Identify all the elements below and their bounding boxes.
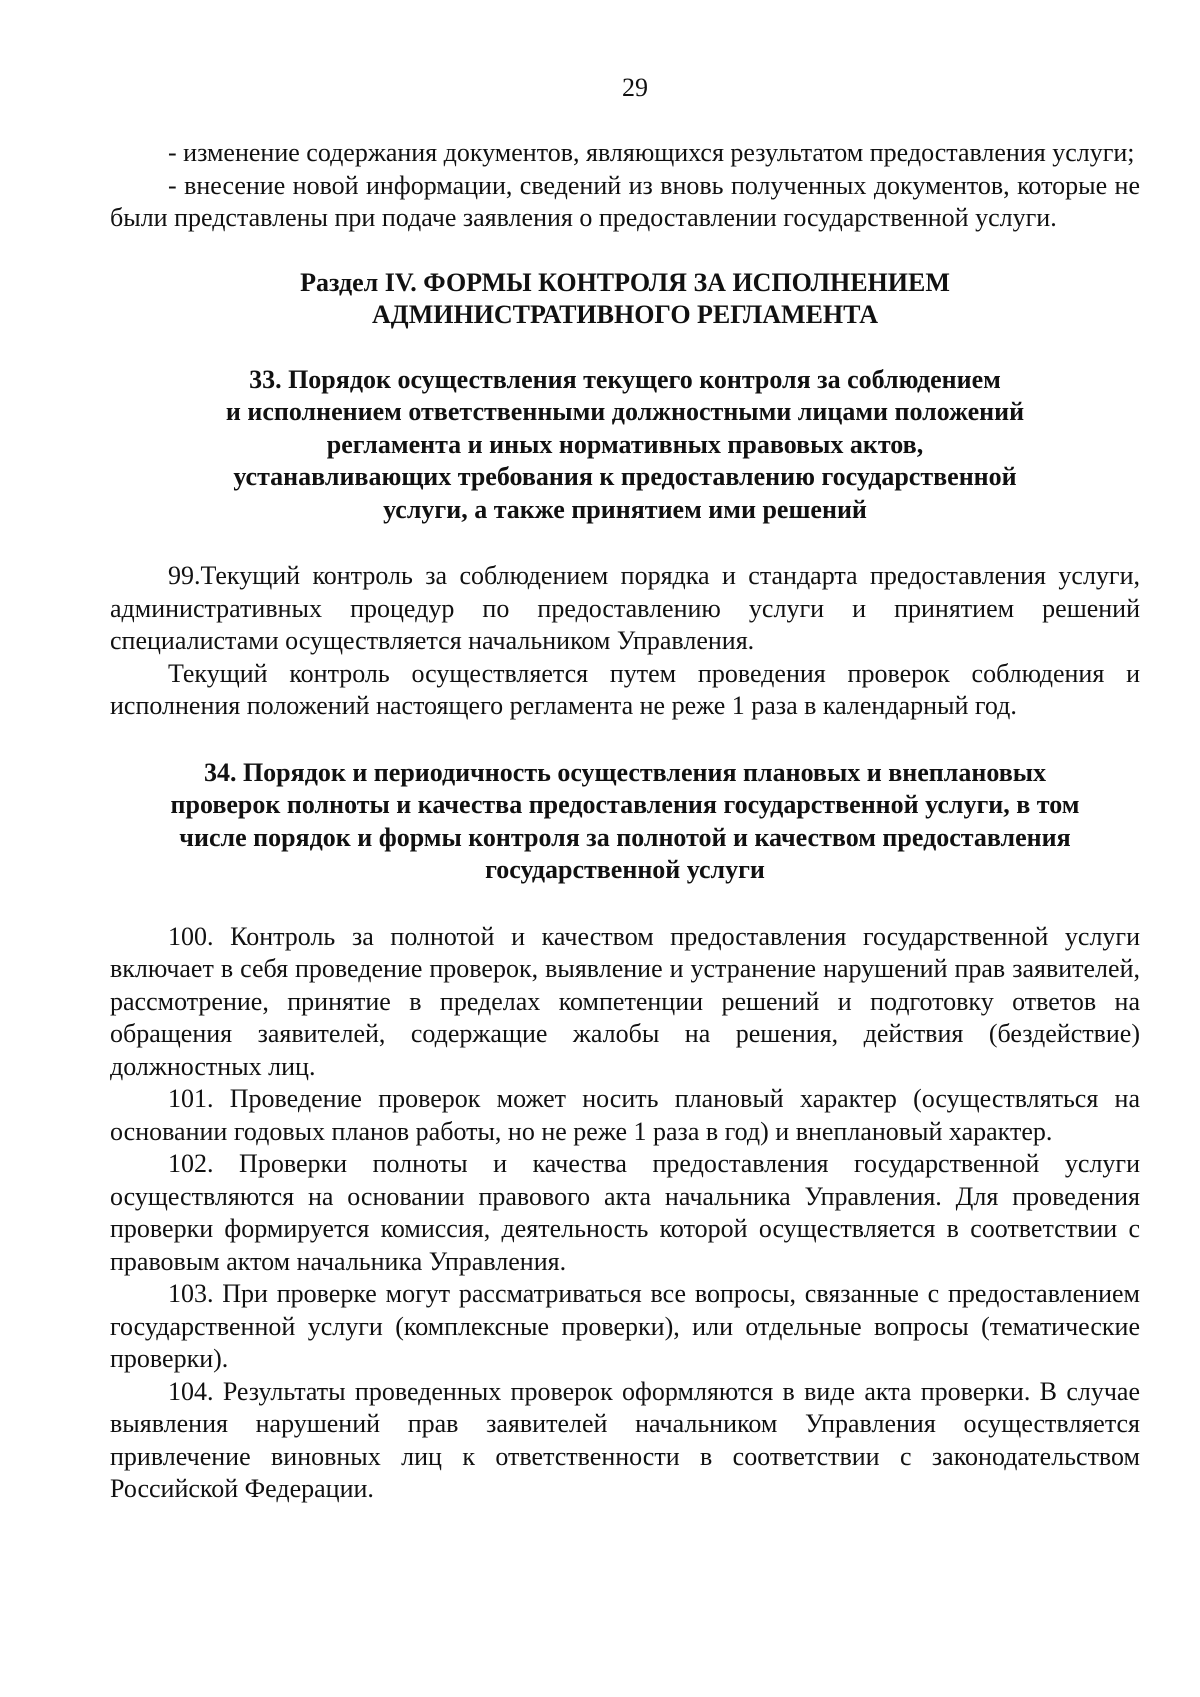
heading-33-line: регламента и иных нормативных правовых актов, [326,429,924,459]
heading-33-line: 33. Порядок осуществления текущего контроля за соблюдением [249,364,1001,394]
section-title [110,267,1140,332]
heading-33-line: услуги, а также принятием ими решений [383,494,867,524]
section-34-body [110,921,1140,1506]
paragraph-current-control: Текущий контроль осуществляется путем проведения проверок соблюдения и исполнения положений настоящего регламента не реже 1 раза в календарный год. [110,658,1140,721]
heading-33-line: и исполнением ответственными должностными лицами положений [225,397,1025,427]
section-title-line: Раздел IV. ФОРМЫ КОНТРОЛЯ ЗА ИСПОЛНЕНИЕМ [300,267,950,297]
paragraph-103: 103. При проверке могут рассматриваться все вопросы, связанные с предоставлением государственной услуги (комплексные проверки), или отдельные вопросы (тематические проверки). [110,1279,1140,1374]
heading-34 [110,757,1140,887]
heading-33 [110,364,1140,527]
paragraph-104: 104. Результаты проведенных проверок оформляются в виде акта проверки. В случае выявления нарушений прав заявителей начальником Управления осуществляется привлечение виновных лиц к ответственности в соответствии с законодательством Российской Федерации. [110,1376,1140,1504]
heading-33-line: устанавливающих требования к предоставлению государственной [233,462,1017,492]
heading-34-line: проверок полноты и качества предоставления государственной услуги, в том [170,790,1080,820]
document-page [110,72,1140,1506]
intro-list [110,137,1140,235]
paragraph-102: 102. Проверки полноты и качества предоставления государственной услуги осуществляются на основании правового акта начальника Управления. Для проведения проверки формируется комиссия, деятельность которой осуществляется в соответствии с правовым актом начальника Управления. [110,1149,1140,1276]
heading-34-line: государственной услуги [485,855,765,885]
heading-34-line: 34. Порядок и периодичность осуществления плановых и внеплановых [203,757,1047,787]
heading-34-line: числе порядок и формы контроля за полнотой и качеством предоставления [179,822,1071,852]
section-title-line: АДМИНИСТРАТИВНОГО РЕГЛАМЕНТА [372,300,878,330]
intro-item: - внесение новой информации, сведений из вновь полученных документов, которые не были представлены при подаче заявления о предоставлении государственной услуги. [110,170,1140,233]
paragraph-100: 100. Контроль за полнотой и качеством предоставления государственной услуги включает в себя проведение проверок, выявление и устранение нарушений прав заявителей, рассмотрение, принятие в пределах компетенции решений и подготовку ответов на обращения заявителей, содержащие жалобы на решения, действия (бездействие) должностных лиц. [110,921,1140,1081]
paragraph-99: 99.Текущий контроль за соблюдением порядка и стандарта предоставления услуги, административных процедур по предоставлению услуги и принятием решений специалистами осуществляется начальником Управления. [110,561,1140,656]
intro-item: - изменение содержания документов, являющихся результатом предоставления услуги; [168,138,1135,168]
page-number: 29 [622,73,648,102]
section-33-body [110,560,1140,723]
paragraph-101: 101. Проведение проверок может носить плановый характер (осуществляться на основании годовых планов работы, но не реже 1 раза в год) и внеплановый характер. [110,1084,1140,1146]
